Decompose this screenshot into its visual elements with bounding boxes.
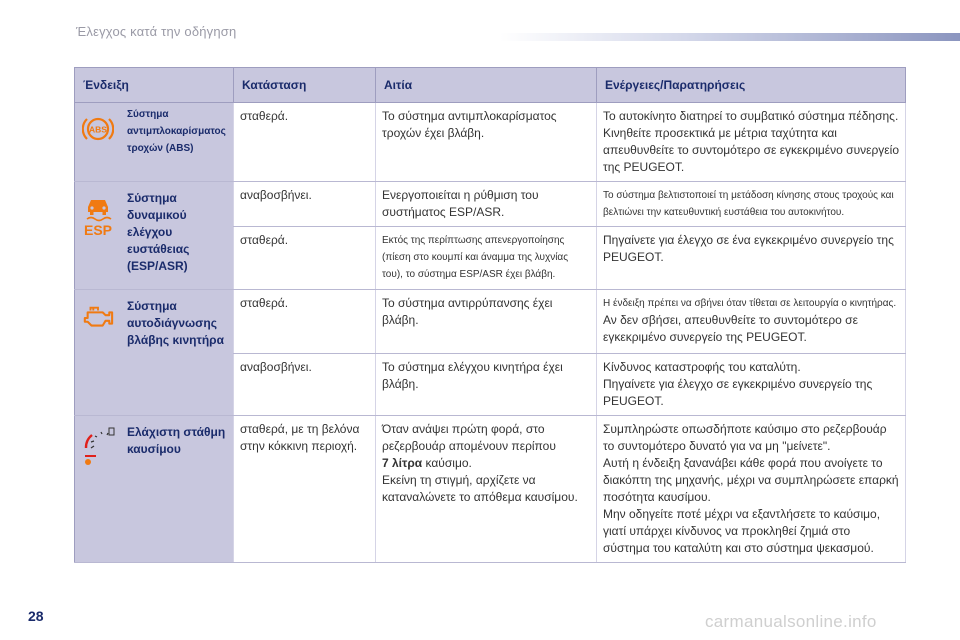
indicator-name-engine: Σύστημα αυτοδιάγνωσης βλάβης κινητήρα (127, 299, 224, 347)
table-row (75, 416, 906, 563)
actions-text: Συμπληρώστε οπωσδήποτε καύσιμο στο ρεζερβουάρ το συντομότερο δυνατό για να μη "μείνετε". (603, 422, 887, 453)
column-header-cause: Αιτία (376, 68, 597, 103)
column-header-state: Κατάσταση (234, 68, 376, 103)
abs-warning-icon (82, 113, 114, 145)
actions-cell: Το σύστημα βελτιστοποιεί τη μετάδοση κίνησης στους τροχούς και βελτιώνει την κατευθυντική ευστάθεια του αυτοκινήτου. (597, 182, 906, 227)
actions-cell (597, 354, 906, 416)
actions-text: Κίνδυνος καταστροφής του καταλύτη. (603, 360, 801, 374)
indicator-cell-engine (75, 290, 234, 416)
actions-text: Αν δεν σβήσει, απευθυνθείτε το συντομότερο σε εγκεκριμένο συνεργείο της PEUGEOT. (603, 313, 858, 344)
indicator-cell-abs (75, 103, 234, 182)
warning-lights-table (74, 67, 906, 563)
actions-cell: Πηγαίνετε για έλεγχο σε ένα εγκεκριμένο συνεργείο της PEUGEOT. (597, 227, 906, 290)
indicator-name-abs: Σύστημα αντιμπλοκαρίσματος τροχών (ABS) (127, 109, 226, 154)
indicator-cell-esp (75, 182, 234, 290)
engine-warning-icon (82, 302, 114, 334)
actions-text: Μην οδηγείτε ποτέ μέχρι να εξαντλήσετε το καύσιμο, γιατί υπάρχει κίνδυνος να προκληθεί ζημιά στο σύστημα του καταλύτη και στο σύστημα ψεκασμού. (603, 507, 881, 555)
table-row (75, 290, 906, 354)
actions-cell (597, 290, 906, 354)
page-header-title: Έλεγχος κατά την οδήγηση (76, 24, 237, 39)
column-header-indicator: Ένδειξη (75, 68, 234, 103)
actions-cell: Το αυτοκίνητο διατηρεί το συμβατικό σύστημα πέδησης. Κινηθείτε προσεκτικά με μέτρια ταχύτητα και απευθυνθείτε το συντομότερο σε εγκεκριμένο συνεργείο της PEUGEOT. (597, 103, 906, 182)
state-cell: σταθερά, με τη βελόνα στην κόκκινη περιοχή. (234, 416, 376, 563)
indicator-name-fuel: Ελάχιστη στάθμη καυσίμου (127, 425, 226, 456)
actions-note: Η ένδειξη πρέπει να σβήνει όταν τίθεται σε λειτουργία ο κινητήρας. (603, 298, 897, 309)
fuel-quantity: 7 λίτρα (382, 456, 423, 470)
cause-text: Όταν ανάψει πρώτη φορά, στο ρεζερβουάρ απομένουν περίπου (382, 422, 556, 453)
indicator-name-esp: Σύστημα δυναμικού ελέγχου ευστάθειας (ESP/ASR) (127, 191, 190, 273)
state-cell: αναβοσβήνει. (234, 354, 376, 416)
state-cell: σταθερά. (234, 290, 376, 354)
actions-cell (597, 416, 906, 563)
svg-text:ABS: ABS (89, 124, 107, 135)
fuel-gauge-icon (82, 424, 118, 468)
state-cell: σταθερά. (234, 227, 376, 290)
actions-text: Πηγαίνετε για έλεγχο σε εγκεκριμένο συνεργείο της PEUGEOT. (603, 377, 873, 408)
esp-icon-text: ESP (83, 222, 112, 238)
header-decoration-bar (500, 33, 960, 41)
table-row (75, 182, 906, 227)
watermark: carmanualsonline.info (705, 612, 877, 631)
cause-cell: Το σύστημα ελέγχου κινητήρα έχει βλάβη. (376, 354, 597, 416)
cause-cell: Ενεργοποιείται η ρύθμιση του συστήματος ESP/ASR. (376, 182, 597, 227)
table-header-row (75, 68, 906, 103)
cause-cell: Εκτός της περίπτωσης απενεργοποίησης (πίεση στο κουμπί και άναμμα της λυχνίας του), το σύστημα ESP/ASR έχει βλάβη. (376, 227, 597, 290)
page-number: 28 (28, 608, 44, 624)
cause-cell (376, 416, 597, 563)
esp-warning-icon (82, 192, 114, 238)
cause-text (382, 455, 590, 472)
table-row (75, 103, 906, 182)
indicator-cell-fuel (75, 416, 234, 563)
state-cell: αναβοσβήνει. (234, 182, 376, 227)
state-cell: σταθερά. (234, 103, 376, 182)
cause-cell: Το σύστημα αντιμπλοκαρίσματος τροχών έχει βλάβη. (376, 103, 597, 182)
cause-cell: Το σύστημα αντιρρύπανσης έχει βλάβη. (376, 290, 597, 354)
cause-text: καύσιμο. (425, 456, 472, 470)
actions-text: Αυτή η ένδειξη ξανανάβει κάθε φορά που ανοίγετε το διακόπτη της μηχανής, μέχρι να συμπληρώσετε επαρκή ποσότητα καυσίμου. (603, 456, 899, 504)
cause-text: Εκείνη τη στιγμή, αρχίζετε να καταναλώνετε το απόθεμα καυσίμου. (382, 473, 578, 504)
column-header-actions: Ενέργειες/Παρατηρήσεις (597, 68, 906, 103)
